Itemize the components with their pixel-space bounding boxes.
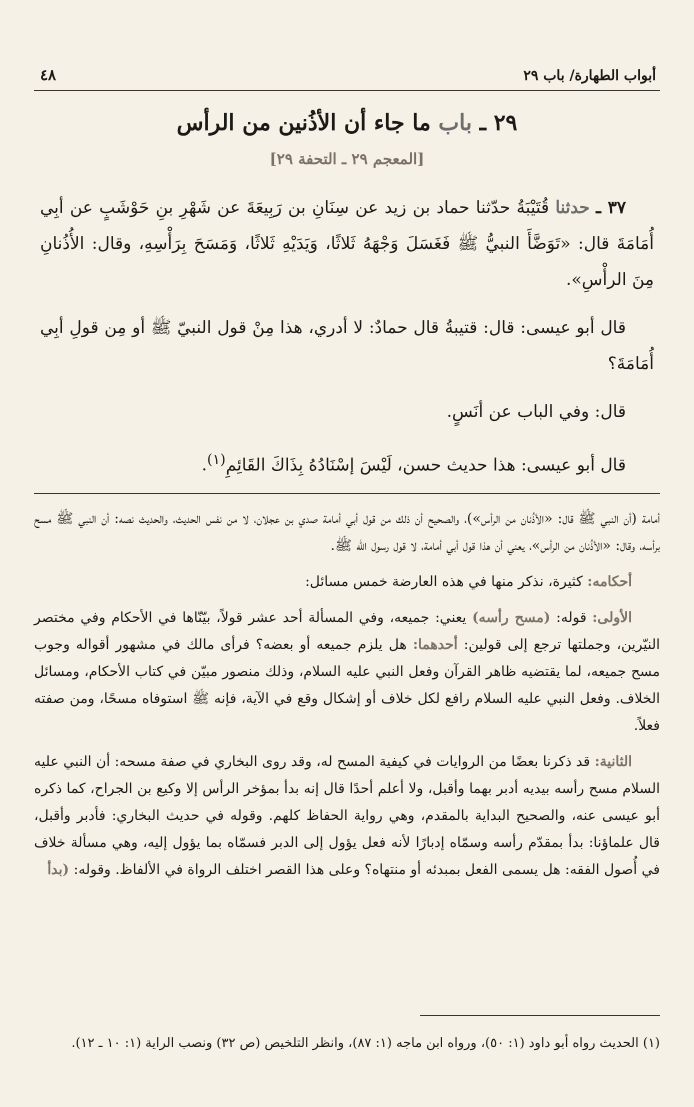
commentary-p2 [34, 569, 660, 596]
footnote-1: (١) الحديث رواه أبو داود (١: ٥٠)، ورواه ابن ماجه (١: ٨٧)، وانظر التلخيص (ص ٣٢) ونصب الراية (١: ١٠ ـ ١٢). [71, 1036, 660, 1051]
commentary-p3-quote: (مسح رأسه) [472, 610, 551, 626]
footnote-marker: (١) [207, 452, 226, 468]
second-issue-label: الثانية: [594, 754, 633, 770]
page-header [34, 60, 660, 91]
commentary-p4-text: قد ذكرنا بعضًا من الروايات في كيفية المسح له، وقد روى البخاري في صفة مسحه: أن النبي عليه السلام مسح رأسه بيديه أدبر بهما وأقبل، ولا أعلم أحدًا قال إنه بدأ بمؤخر الرأس إلا وكيع بن الجراح، كما ذكره أبو عيسى عنه، والصحيح البداية بالمقدم، وهي رواية الحفاظ كلهم. وقوله في حديث البخاري: فأدبر وأقبل، قال علماؤنا: بدأ بمقدّم رأسه وسمّاه إدبارًا لأنه فعل يؤول إلى الدبر فسمّاه بما يؤول إليه، وهي مسألة خلاف في أُصول الفقه: هل يسمى الفعل بمبدئه أو منتهاه؟ وعلى هذا القصر اختلف الرواة في الألفاظ. وقوله: [34, 754, 660, 878]
hadith-para-3: قال: وفي الباب عن أنَسٍ. [446, 402, 626, 422]
hadith-paragraph [40, 190, 654, 298]
commentary-p2-text: كثيرة، نذكر منها في هذه العارضة خمس مسائل: [305, 574, 583, 590]
chapter-title-text: ما جاء أن الأذُنين من الرأس [176, 110, 431, 136]
running-title: أبواب الطهارة/ باب ٢٩ [523, 68, 656, 84]
hadith-main-text [40, 190, 654, 496]
commentary [34, 506, 660, 893]
hadith-para-2: قال أبو عيسى: قال: قتيبةُ قال حمادٌ: لا أدري، هذا مِنْ قول النبيّ ﷺ أو مِن قولِ أبِي أُمَامَةَ؟ [40, 318, 654, 374]
commentary-p3-b: يعني: جميعه، وفي المسألة أحد عشر قولاً، بيّنّاها في الأحكام وفي مختصر النيّرين، وجملتها ترجع إلى قولين: [34, 610, 660, 653]
hadith-para-4-end: . [201, 455, 208, 476]
chapter-title [0, 110, 694, 136]
first-of-two-label: أحدهما: [412, 637, 458, 653]
commentary-p3-c: هل يلزم جميعه أو بعضه؟ فرأى مالك في مشهور أقواله وجوب مسح جميعه، لما يقتضيه ظاهر القرآن وفعل النبي عليه السلام، وذلك منصور مبيّن في كتاب الأحكام، ومسائل الخلاف. وفعل النبي عليه السلام رافع لكل خلاف أو إشكال وقع في الآية، فإنه ﷺ استوفاه مسحًا، ومن صفته فعلاً. [34, 637, 660, 734]
commentary-p3-a: قوله: [556, 610, 587, 626]
hadith-number: ٣٧ ـ [596, 198, 626, 218]
haddathana-word: حدثنا [555, 198, 590, 218]
hadith-para-4-text: قال أبو عيسى: هذا حديث حسن، لَيْسَ إسْنَادُهُ بِذَاكَ القَائِمِ [225, 455, 626, 476]
chapter-bab-word: باب [438, 110, 472, 136]
commentary-p4-end: (بدأ [47, 862, 70, 878]
page-number: ٤٨ [40, 66, 57, 84]
footnote-separator [420, 1015, 660, 1016]
section-divider [34, 493, 660, 494]
commentary-p1: أمامة (أن النبي ﷺ قال: «الأذُنان من الرأس»)، والصحيح أن ذلك من قول أبي أمامة صدي بن عجلان، لا من نفس الحديث، والحديث نصه: أن النبي ﷺ مسح برأسه، وقال: «الأذُنان من الرأس»، يعني أن هذا قول أبي أمامة، لا قول رسول الله ﷺ. [34, 511, 660, 554]
chapter-number: ٢٩ ـ [479, 110, 518, 136]
commentary-p4 [34, 749, 660, 884]
ahkam-label: أحكامه: [587, 574, 632, 590]
chapter-reference: [المعجم ٢٩ ـ التحفة ٢٩] [269, 150, 425, 168]
first-issue-label: الأولى: [592, 610, 633, 626]
footnotes [34, 1030, 660, 1057]
commentary-p3 [34, 605, 660, 740]
hadith-text: قُتَيْبَةُ حدّثنا حماد بن زيد عن سِنَانِ بن رَبِيعَةَ عن شَهْرِ بنِ حَوْشَبٍ عن أبِي أُمَامَةَ قال: «تَوَضَّأَ النبيُّ ﷺ فَغَسَلَ وَجْهَهُ ثَلاثًا، وَيَدَيْهِ ثَلاثًا، وَمَسَحَ بِرَأْسِهِ، وقال: الأُذُنانِ مِنَ الرأْسِ». [40, 198, 654, 290]
hadith-para-4 [40, 442, 654, 484]
